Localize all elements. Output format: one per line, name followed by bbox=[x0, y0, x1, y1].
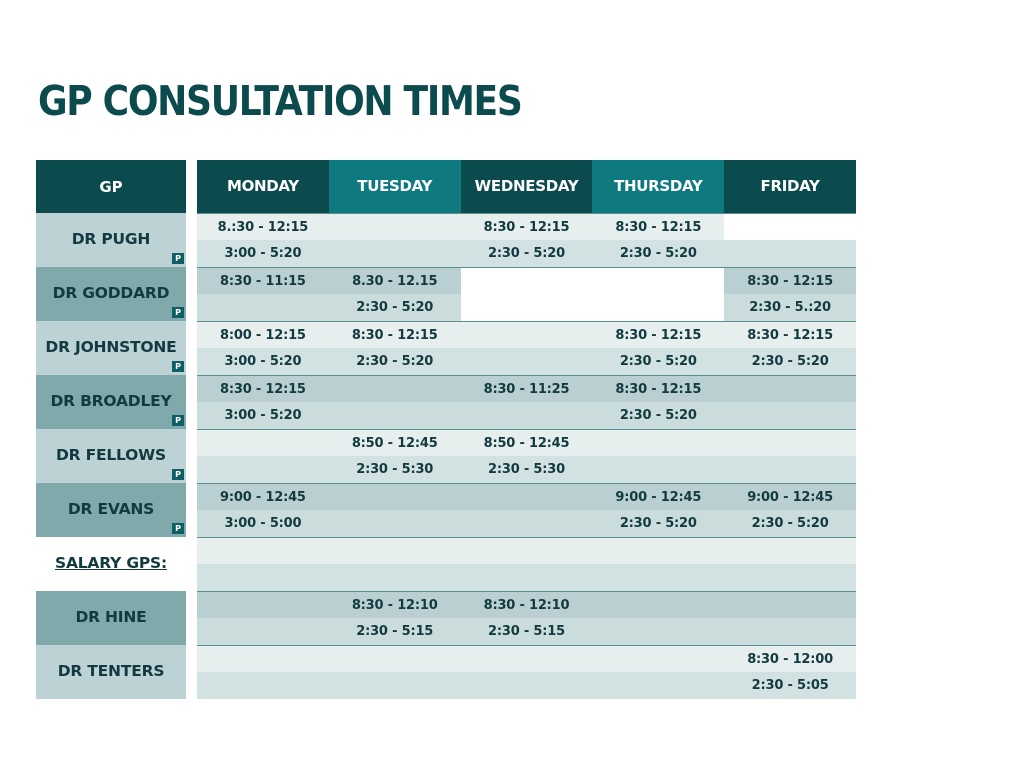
time-cell-thursday: 8:30 - 12:15 bbox=[592, 376, 724, 402]
time-cell-wednesday bbox=[461, 564, 593, 591]
time-cell-monday: 3:00 - 5:20 bbox=[197, 240, 329, 267]
table-row bbox=[197, 402, 856, 429]
time-cell-friday bbox=[724, 618, 856, 645]
time-cell-wednesday bbox=[461, 322, 593, 348]
time-cell-tuesday: 8:30 - 12:10 bbox=[329, 592, 461, 618]
time-cell-tuesday bbox=[329, 240, 461, 267]
gp-name: DR TENTERS bbox=[57, 662, 165, 680]
time-cell-thursday: 2:30 - 5:20 bbox=[592, 510, 724, 537]
gp-name-cell bbox=[36, 483, 186, 537]
time-cell-monday bbox=[197, 430, 329, 456]
day-header-monday: MONDAY bbox=[197, 160, 329, 213]
time-cell-monday: 3:00 - 5:20 bbox=[197, 402, 329, 429]
time-cell-tuesday bbox=[329, 214, 461, 240]
day-header-wednesday: WEDNESDAY bbox=[461, 160, 593, 213]
table-row bbox=[197, 240, 856, 267]
gp-name-cell bbox=[36, 645, 186, 699]
consultation-table bbox=[197, 160, 856, 699]
gp-name-cell bbox=[36, 591, 186, 645]
page-title: GP CONSULTATION TIMES bbox=[38, 77, 522, 125]
time-cell-tuesday: 2:30 - 5:20 bbox=[329, 348, 461, 375]
gp-name: DR GODDARD bbox=[52, 284, 170, 302]
time-cell-wednesday bbox=[461, 402, 593, 429]
time-cell-wednesday: 8:30 - 12:15 bbox=[461, 214, 593, 240]
time-cell-friday: 2:30 - 5:05 bbox=[724, 672, 856, 699]
table-row bbox=[197, 429, 856, 456]
time-cell-thursday bbox=[592, 268, 724, 294]
gp-column bbox=[36, 160, 186, 699]
time-cell-monday: 8:00 - 12:15 bbox=[197, 322, 329, 348]
gp-name-cell bbox=[36, 429, 186, 483]
time-cell-monday bbox=[197, 646, 329, 672]
time-cell-thursday bbox=[592, 618, 724, 645]
day-header-tuesday: TUESDAY bbox=[329, 160, 461, 213]
time-cell-monday bbox=[197, 672, 329, 699]
time-cell-wednesday: 2:30 - 5:30 bbox=[461, 456, 593, 483]
parking-icon: P bbox=[172, 307, 184, 318]
time-cell-friday: 2:30 - 5:20 bbox=[724, 348, 856, 375]
time-cell-tuesday bbox=[329, 672, 461, 699]
table-row bbox=[197, 267, 856, 294]
table-row bbox=[197, 618, 856, 645]
time-cell-monday bbox=[197, 618, 329, 645]
time-cell-friday bbox=[724, 592, 856, 618]
time-cell-monday: 3:00 - 5:20 bbox=[197, 348, 329, 375]
time-cell-wednesday bbox=[461, 538, 593, 564]
time-cell-monday: 8.:30 - 12:15 bbox=[197, 214, 329, 240]
time-cell-thursday bbox=[592, 672, 724, 699]
time-cell-monday bbox=[197, 592, 329, 618]
time-cell-thursday: 8:30 - 12:15 bbox=[592, 322, 724, 348]
table-row bbox=[197, 213, 856, 240]
time-cell-tuesday: 2:30 - 5:15 bbox=[329, 618, 461, 645]
time-cell-monday: 8:30 - 12:15 bbox=[197, 376, 329, 402]
parking-icon: P bbox=[172, 469, 184, 480]
table-row bbox=[197, 564, 856, 591]
table-row bbox=[197, 321, 856, 348]
time-cell-monday bbox=[197, 538, 329, 564]
time-cell-tuesday bbox=[329, 538, 461, 564]
day-header-thursday: THURSDAY bbox=[592, 160, 724, 213]
time-cell-thursday bbox=[592, 564, 724, 591]
time-cell-wednesday: 2:30 - 5:15 bbox=[461, 618, 593, 645]
time-cell-monday bbox=[197, 294, 329, 321]
time-cell-tuesday bbox=[329, 564, 461, 591]
time-cell-thursday bbox=[592, 456, 724, 483]
gp-name: DR PUGH bbox=[71, 230, 151, 248]
time-cell-tuesday: 2:30 - 5:20 bbox=[329, 294, 461, 321]
time-cell-wednesday bbox=[461, 484, 593, 510]
time-cell-tuesday: 2:30 - 5:30 bbox=[329, 456, 461, 483]
gp-name-cell bbox=[36, 267, 186, 321]
gp-name-cell bbox=[36, 375, 186, 429]
time-cell-wednesday: 2:30 - 5:20 bbox=[461, 240, 593, 267]
time-cell-thursday bbox=[592, 538, 724, 564]
time-cell-friday: 8:30 - 12:15 bbox=[724, 322, 856, 348]
table-row bbox=[197, 348, 856, 375]
time-cell-thursday: 9:00 - 12:45 bbox=[592, 484, 724, 510]
time-cell-tuesday bbox=[329, 646, 461, 672]
gp-name: DR EVANS bbox=[67, 500, 155, 518]
gp-name-cell bbox=[36, 321, 186, 375]
time-cell-wednesday bbox=[461, 510, 593, 537]
time-cell-monday bbox=[197, 456, 329, 483]
time-cell-tuesday bbox=[329, 376, 461, 402]
time-cell-thursday: 2:30 - 5:20 bbox=[592, 240, 724, 267]
time-cell-wednesday: 8:50 - 12:45 bbox=[461, 430, 593, 456]
table-row bbox=[197, 483, 856, 510]
gp-name: DR HINE bbox=[75, 608, 147, 626]
time-cell-tuesday: 8:30 - 12:15 bbox=[329, 322, 461, 348]
gp-name-cell bbox=[36, 537, 186, 591]
day-header-friday: FRIDAY bbox=[724, 160, 856, 213]
time-cell-thursday bbox=[592, 592, 724, 618]
parking-icon: P bbox=[172, 361, 184, 372]
time-cell-friday bbox=[724, 564, 856, 591]
gp-name: DR JOHNSTONE bbox=[45, 338, 177, 356]
time-cell-wednesday bbox=[461, 348, 593, 375]
time-cell-thursday bbox=[592, 430, 724, 456]
time-cell-friday: 2:30 - 5:20 bbox=[724, 510, 856, 537]
parking-icon: P bbox=[172, 523, 184, 534]
time-cell-thursday: 8:30 - 12:15 bbox=[592, 214, 724, 240]
time-cell-wednesday: 8:30 - 11:25 bbox=[461, 376, 593, 402]
gp-name: DR BROADLEY bbox=[50, 392, 172, 410]
time-cell-friday: 8:30 - 12:15 bbox=[724, 268, 856, 294]
time-cell-thursday bbox=[592, 646, 724, 672]
time-cell-thursday: 2:30 - 5:20 bbox=[592, 348, 724, 375]
time-cell-thursday: 2:30 - 5:20 bbox=[592, 402, 724, 429]
time-cell-wednesday bbox=[461, 294, 593, 321]
time-cell-tuesday bbox=[329, 402, 461, 429]
time-cell-friday: 2:30 - 5.:20 bbox=[724, 294, 856, 321]
time-cell-monday bbox=[197, 564, 329, 591]
table-row bbox=[197, 375, 856, 402]
time-cell-friday: 8:30 - 12:00 bbox=[724, 646, 856, 672]
time-cell-friday bbox=[724, 538, 856, 564]
time-cell-tuesday: 8.30 - 12.15 bbox=[329, 268, 461, 294]
time-cell-friday bbox=[724, 376, 856, 402]
time-cell-friday bbox=[724, 430, 856, 456]
time-cell-wednesday bbox=[461, 268, 593, 294]
table-row bbox=[197, 645, 856, 672]
gp-name-cell bbox=[36, 213, 186, 267]
time-cell-wednesday: 8:30 - 12:10 bbox=[461, 592, 593, 618]
time-cell-friday bbox=[724, 214, 856, 240]
table-row bbox=[197, 672, 856, 699]
time-cell-friday bbox=[724, 240, 856, 267]
day-header-row bbox=[197, 160, 856, 213]
time-cell-wednesday bbox=[461, 646, 593, 672]
time-cell-monday: 3:00 - 5:00 bbox=[197, 510, 329, 537]
table-row bbox=[197, 537, 856, 564]
parking-icon: P bbox=[172, 415, 184, 426]
time-cell-monday: 9:00 - 12:45 bbox=[197, 484, 329, 510]
table-row bbox=[197, 510, 856, 537]
time-cell-monday: 8:30 - 11:15 bbox=[197, 268, 329, 294]
time-cell-friday bbox=[724, 456, 856, 483]
table-row bbox=[197, 456, 856, 483]
gp-name: SALARY GPS: bbox=[55, 554, 167, 572]
time-cell-tuesday bbox=[329, 510, 461, 537]
time-cell-friday bbox=[724, 402, 856, 429]
gp-header: GP bbox=[36, 160, 186, 213]
time-cell-tuesday: 8:50 - 12:45 bbox=[329, 430, 461, 456]
gp-name: DR FELLOWS bbox=[55, 446, 166, 464]
table-row bbox=[197, 591, 856, 618]
time-cell-thursday bbox=[592, 294, 724, 321]
time-cell-friday: 9:00 - 12:45 bbox=[724, 484, 856, 510]
time-cell-wednesday bbox=[461, 672, 593, 699]
time-cell-tuesday bbox=[329, 484, 461, 510]
table-row bbox=[197, 294, 856, 321]
parking-icon: P bbox=[172, 253, 184, 264]
